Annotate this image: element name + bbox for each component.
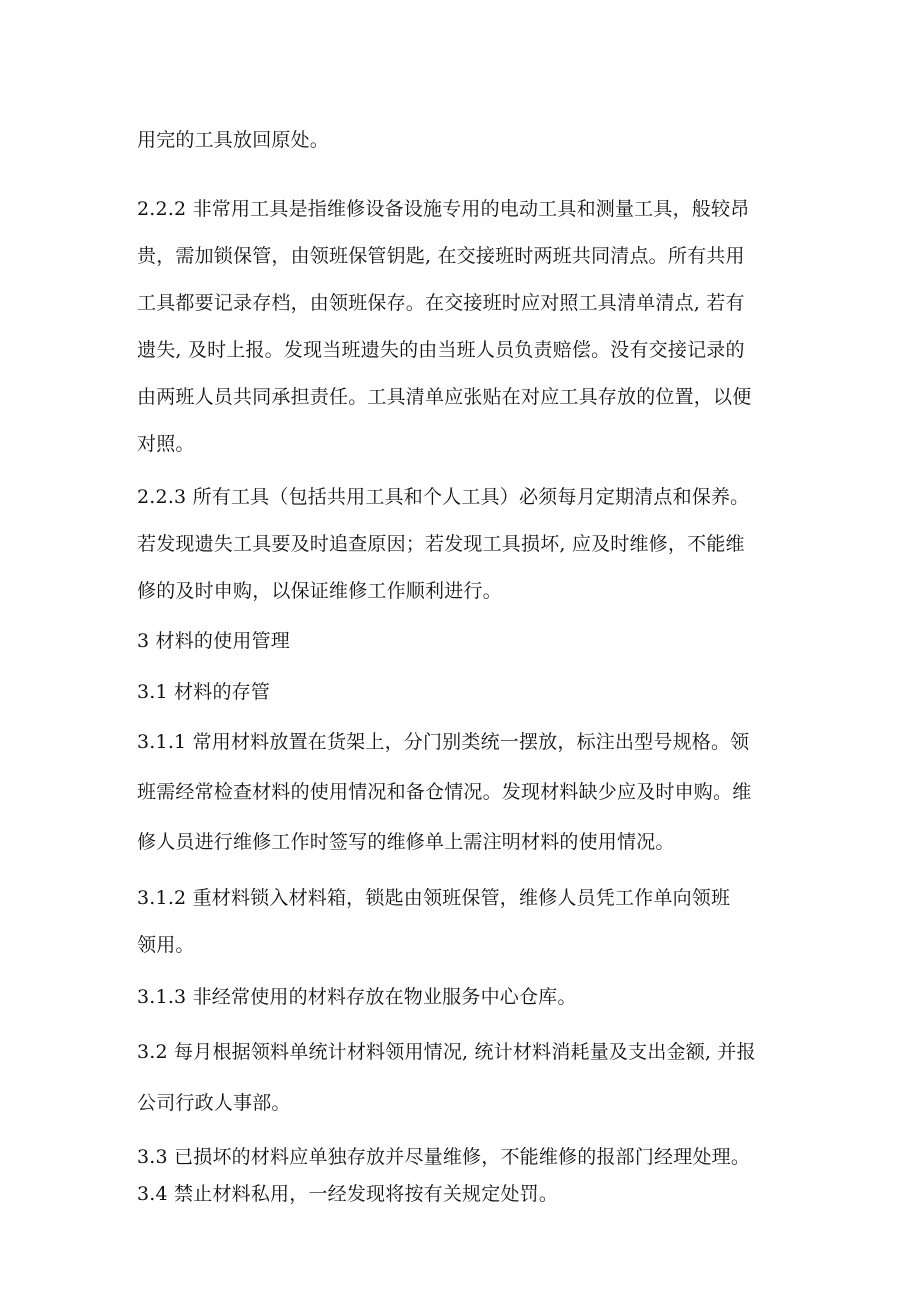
section-heading: 3 材料的使用管理: [137, 630, 290, 652]
text-line: 修人员进行维修工作时签写的维修单上需注明材料的使用情况。: [137, 831, 675, 853]
text-line: 3.1.3 非经常使用的材料存放在物业服务中心仓库。: [137, 986, 577, 1008]
text-line: 3.4 禁止材料私用，一经发现将按有关规定处罚。: [137, 1183, 559, 1205]
subsection-heading: 3.1 材料的存管: [137, 681, 271, 703]
text-line: 工具都要记录存档，由领班保存。在交接班时应对照工具清单清点, 若有: [137, 292, 745, 314]
text-line: 遗失, 及时上报。发现当班遗失的由当班人员负责赔偿。没有交接记录的: [137, 339, 745, 361]
text-line: 2.2.2 非常用工具是指维修设备设施专用的电动工具和测量工具，般较昂: [137, 198, 750, 220]
text-line: 公司行政人事部。: [137, 1092, 291, 1114]
text-line: 班需经常检查材料的使用情况和备仓情况。发现材料缺少应及时申购。维: [137, 781, 752, 803]
text-line: 3.3 已损坏的材料应单独存放并尽量维修，不能维修的报部门经理处理。: [137, 1146, 751, 1168]
text-line: 修的及时申购，以保证维修工作顺利进行。: [137, 580, 502, 602]
text-line: 若发现遗失工具要及时追查原因；若发现工具损坏, 应及时维修，不能维: [137, 533, 745, 555]
text-line: 用完的工具放回原处。: [137, 129, 330, 151]
text-line: 3.1.2 重材料锁入材料箱，锁匙由领班保管，维修人员凭工作单向领班: [137, 887, 731, 909]
text-line: 由两班人员共同承担责任。工具清单应张贴在对应工具存放的位置，以便: [137, 386, 752, 408]
text-line: 对照。: [137, 433, 195, 455]
text-line: 领用。: [137, 934, 195, 956]
text-line: 2.2.3 所有工具（包括共用工具和个人工具）必须每月定期清点和保养。: [137, 486, 750, 508]
text-line: 3.2 每月根据领料单统计材料领用情况, 统计材料消耗量及支出金额, 并报: [137, 1041, 756, 1063]
text-line: 3.1.1 常用材料放置在货架上，分门别类统一摆放，标注出型号规格。领: [137, 731, 750, 753]
text-line: 贵，需加锁保管，由领班保管钥匙, 在交接班时两班共同清点。所有共用: [137, 245, 745, 267]
